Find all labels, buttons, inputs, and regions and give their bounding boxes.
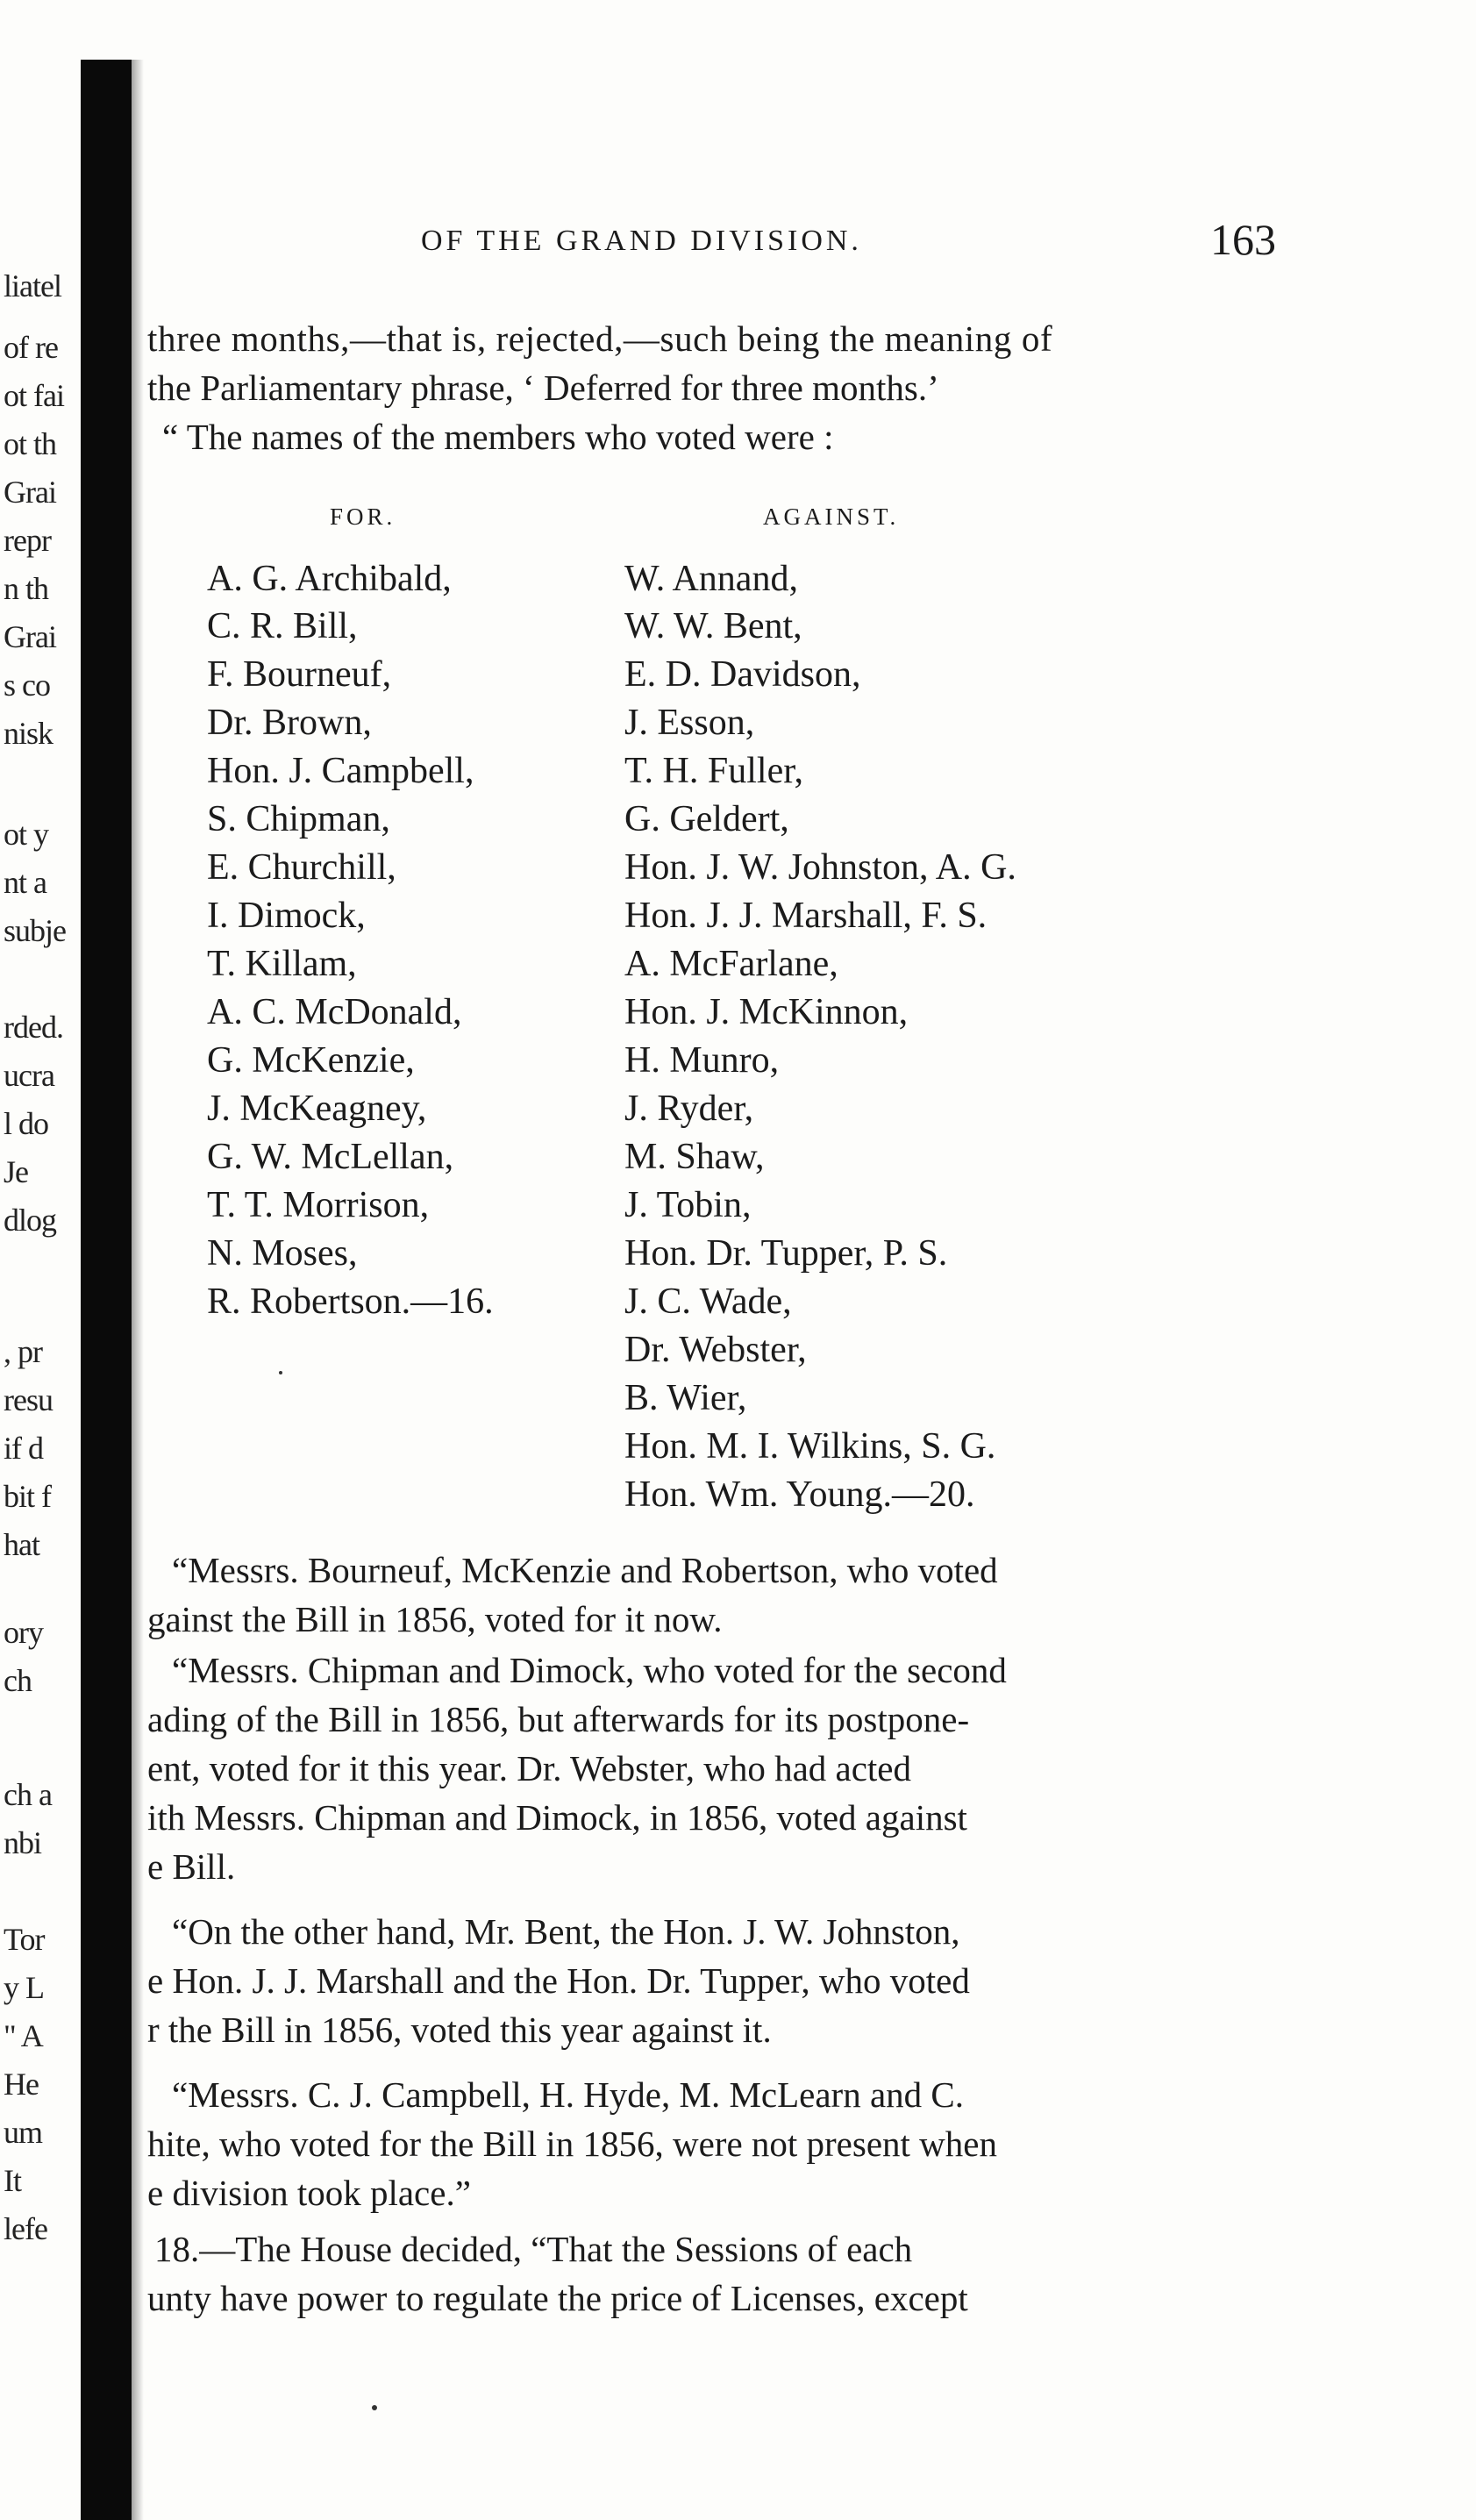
facing-fragment: nbi	[4, 1825, 42, 1860]
intro-line: three months,—that is, rejected,—such being the meaning of	[147, 318, 1053, 359]
for-voter: J. McKeagney,	[207, 1089, 427, 1129]
against-voter: J. Esson,	[624, 703, 755, 743]
facing-fragment: ot fai	[4, 378, 64, 413]
facing-fragment: Tor	[4, 1922, 45, 1957]
against-voter: G. Geldert,	[624, 799, 789, 839]
facing-fragment: Grai	[4, 475, 56, 510]
binding-gutter	[81, 60, 132, 2520]
gutter-shadow	[132, 60, 144, 2520]
facing-fragment: n th	[4, 571, 49, 606]
facing-fragment: ch a	[4, 1777, 52, 1812]
facing-fragment: bit f	[4, 1479, 51, 1514]
intro-line: “ The names of the members who voted were :	[162, 417, 834, 457]
facing-fragment: He	[4, 2067, 39, 2102]
against-voter: W. Annand,	[624, 559, 798, 599]
paragraph-line: e Hon. J. J. Marshall and the Hon. Dr. Tupper, who voted	[147, 1960, 970, 2001]
facing-fragment: Je	[4, 1154, 28, 1189]
against-voter: Dr. Webster,	[624, 1330, 807, 1370]
for-voter: G. McKenzie,	[207, 1040, 415, 1081]
against-voter: B. Wier,	[624, 1378, 747, 1418]
against-heading: AGAINST.	[763, 503, 900, 530]
facing-fragment: It	[4, 2163, 21, 2198]
speck	[279, 1371, 282, 1374]
facing-fragment: dlog	[4, 1203, 57, 1238]
paragraph-line: “Messrs. Bourneuf, McKenzie and Robertson, who voted	[172, 1550, 998, 1590]
facing-fragment: liatel	[4, 268, 61, 303]
for-voter: N. Moses,	[207, 1233, 358, 1274]
facing-fragment: ot y	[4, 817, 49, 852]
paragraph-line: hite, who voted for the Bill in 1856, were not present when	[147, 2124, 997, 2164]
facing-fragment: ot th	[4, 426, 57, 461]
for-voter: A. C. McDonald,	[207, 992, 462, 1032]
facing-fragment: um	[4, 2115, 43, 2150]
facing-fragment: Grai	[4, 619, 56, 654]
against-voter: A. McFarlane,	[624, 944, 838, 984]
against-voter: Hon. J. W. Johnston, A. G.	[624, 847, 1016, 888]
for-voter: T. T. Morrison,	[207, 1185, 430, 1225]
facing-fragment: ch	[4, 1663, 32, 1698]
facing-fragment: , pr	[4, 1334, 42, 1369]
against-voter: Hon. J. J. Marshall, F. S.	[624, 896, 988, 936]
facing-fragment: rded.	[4, 1010, 63, 1045]
speck	[372, 2405, 377, 2410]
paragraph-line: gainst the Bill in 1856, voted for it now.	[147, 1599, 723, 1639]
for-voter: C. R. Bill,	[207, 606, 358, 646]
against-voter: Hon. M. I. Wilkins, S. G.	[624, 1426, 996, 1467]
facing-fragment: ucra	[4, 1058, 54, 1093]
paragraph-line: e Bill.	[147, 1846, 236, 1887]
facing-fragment: nt a	[4, 865, 46, 900]
against-voter: T. H. Fuller,	[624, 751, 804, 791]
for-voter: Dr. Brown,	[207, 703, 372, 743]
against-voter: J. C. Wade,	[624, 1281, 792, 1322]
against-voter: W. W. Bent,	[624, 606, 802, 646]
for-voter: G. W. McLellan,	[207, 1137, 454, 1177]
for-voter: I. Dimock,	[207, 896, 366, 936]
facing-fragment: y L	[4, 1970, 44, 2005]
facing-page-fragments	[0, 0, 81, 2520]
paragraph-line: unty have power to regulate the price of Licenses, except	[147, 2278, 968, 2318]
for-heading: FOR.	[330, 503, 396, 530]
paragraph-line: “Messrs. C. J. Campbell, H. Hyde, M. McLearn and C.	[172, 2074, 965, 2115]
paragraph-line: “Messrs. Chipman and Dimock, who voted for the second	[172, 1650, 1007, 1690]
facing-fragment: if d	[4, 1431, 43, 1466]
against-voter: Hon. Dr. Tupper, P. S.	[624, 1233, 948, 1274]
facing-fragment: hat	[4, 1527, 39, 1562]
against-voter: Hon. Wm. Young.—20.	[624, 1474, 975, 1515]
paragraph-line: e division took place.”	[147, 2173, 471, 2213]
for-voter: T. Killam,	[207, 944, 357, 984]
facing-fragment: repr	[4, 523, 51, 558]
for-voter: Hon. J. Campbell,	[207, 751, 474, 791]
facing-fragment: l do	[4, 1106, 49, 1141]
paragraph-line: r the Bill in 1856, voted this year against it.	[147, 2010, 772, 2050]
facing-fragment: nisk	[4, 716, 53, 751]
page-number: 163	[1210, 215, 1276, 264]
for-voter: A. G. Archibald,	[207, 559, 452, 599]
paragraph-line: ith Messrs. Chipman and Dimock, in 1856, voted against	[147, 1797, 967, 1838]
for-voter: R. Robertson.—16.	[207, 1281, 494, 1322]
paragraph-line: ading of the Bill in 1856, but afterwards for its postpone-	[147, 1699, 970, 1739]
facing-fragment: of re	[4, 330, 58, 365]
intro-line: the Parliamentary phrase, ‘ Deferred for three months.’	[147, 368, 939, 408]
facing-fragment: lefe	[4, 2211, 47, 2246]
facing-fragment: ory	[4, 1615, 43, 1650]
for-voter: S. Chipman,	[207, 799, 390, 839]
for-voter: F. Bourneuf,	[207, 654, 392, 695]
paragraph-line: ent, voted for it this year. Dr. Webster, who had acted	[147, 1748, 912, 1788]
running-title: OF THE GRAND DIVISION.	[421, 225, 862, 257]
against-voter: E. D. Davidson,	[624, 654, 861, 695]
facing-fragment: s co	[4, 667, 50, 703]
against-voter: J. Tobin,	[624, 1185, 752, 1225]
paragraph-line: 18.—The House decided, “That the Sessions of each	[154, 2229, 913, 2269]
against-voter: H. Munro,	[624, 1040, 780, 1081]
facing-fragment: subje	[4, 913, 66, 948]
against-voter: Hon. J. McKinnon,	[624, 992, 909, 1032]
facing-fragment: resu	[4, 1382, 53, 1417]
for-voter: E. Churchill,	[207, 847, 396, 888]
against-voter: M. Shaw,	[624, 1137, 765, 1177]
paragraph-line: “On the other hand, Mr. Bent, the Hon. J. W. Johnston,	[172, 1911, 960, 1952]
facing-fragment: " A	[4, 2018, 43, 2053]
against-voter: J. Ryder,	[624, 1089, 754, 1129]
